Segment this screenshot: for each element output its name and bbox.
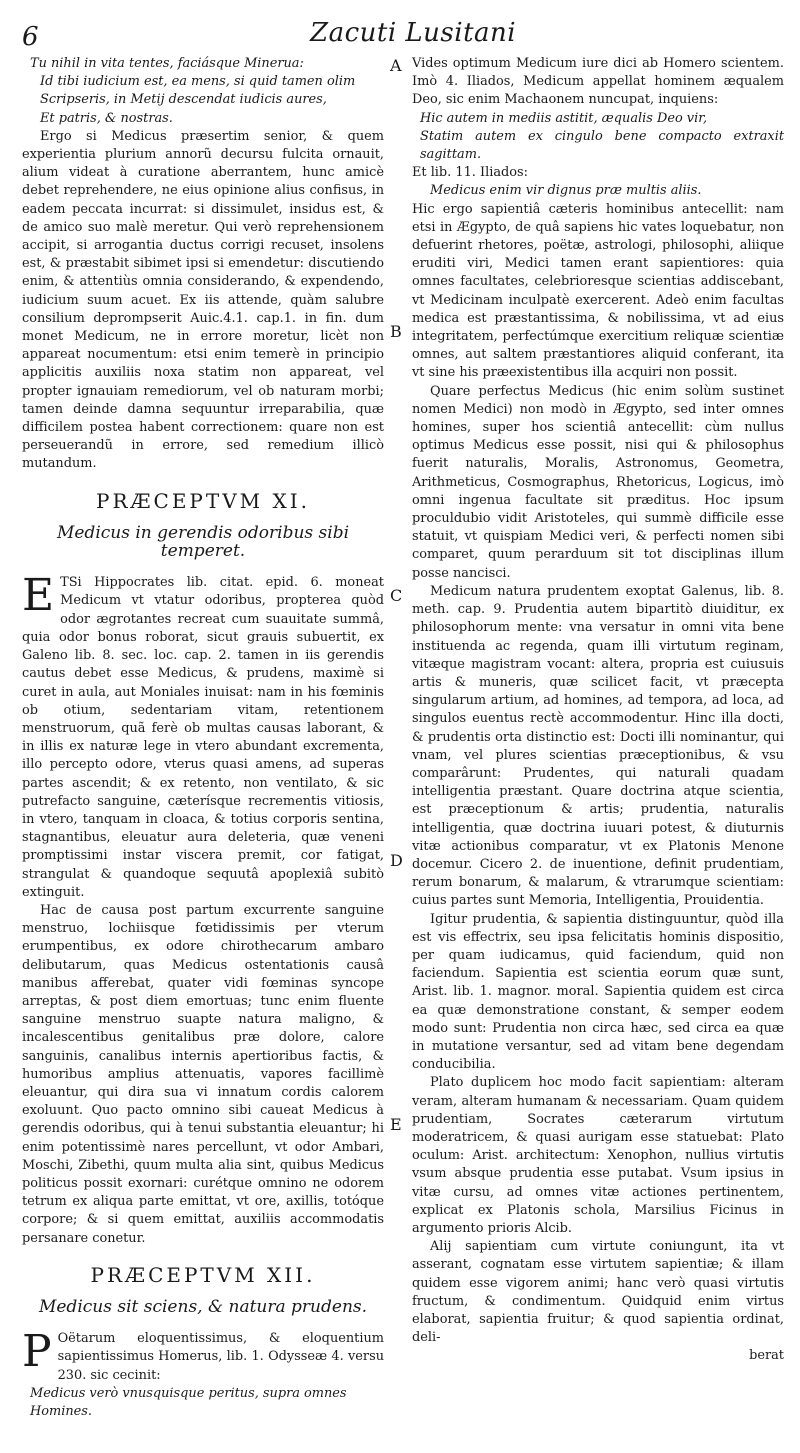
- paragraph: Quare perfectus Medicus (hic enim solùm sustinet nomen Medici) non modò in Ægypto, sed inter omnes homines, super hos scientiâ antecellit: cùm nullus optimus Medicus esse possit, nisi qui & philosophus fuerit naturalis, Moralis, Astronomus, Geometra, Arithmeticus, Cosmographus, Rhetoricus, Logicus, imò omni ingenua facultate sit præditus. Hoc ipsum proculdubio vidit Aristoteles, qui summè difficile esse statuit, vt quispiam Medici veri, & perfecti nomen sibi comparet, quum perarduum sit tot disciplinas illum posse nancisci.: [412, 383, 784, 581]
- verse-line: Medicus enim vir dignus præ multis aliis.: [430, 183, 702, 199]
- precept-subheading: Medicus sit sciens, & natura prudens.: [38, 1297, 368, 1317]
- verse-line: Medicus verò vnusquisque peritus, supra omnes: [30, 1385, 347, 1401]
- margin-letter-b: B: [390, 322, 402, 341]
- drop-cap: E: [22, 570, 55, 622]
- left-column: [22, 55, 384, 1421]
- right-column: [412, 55, 784, 1366]
- margin-letter-a: A: [390, 56, 402, 75]
- verse-line: Statim autem ex cingulo bene compacto extraxit sagittam.: [420, 128, 784, 163]
- paragraph: [22, 1326, 384, 1385]
- paragraph: Igitur prudentia, & sapientia distinguuntur, quòd illa est vis effectrix, seu ipsa felicitatis hominis dispositio, per quam iudicamus, quid faciendum, quid non faciendum. Sapientia est scientia eorum quæ sunt, Arist. lib. 1. magnor. moral. Sapientia quidem est circa ea quæ demonstratione constant, & semper eodem modo sunt: Prudentia non circa hæc, sed circa ea quæ in mutatione versantur, sed ad vitam bene degendam conducibilia.: [412, 911, 784, 1073]
- verse-line: Tu nihil in vita tentes, faciásque Minerua:: [30, 56, 304, 71]
- paragraph: Hic ergo sapientiâ cæteris hominibus antecellit: nam etsi in Ægypto, de quâ sapiens hic vates loquebatur, non defuerint rhetores, poëtæ, astrologi, philosophi, aliique eruditi viri, Medici tamen erant sapientiores: quia omnes facultates, celebrioresque scientias addiscebant, vt Medicinam inculpatè exercerent. Adeò enim facultas medica est præstantissima, & nobilissima, vt ad eius integritatem, perfectúmque exercitium reliquæ scientiæ omnes, aut saltem præstantiores aliquid conferant, ita vt sine his præexistentibus illa acquiri non possit.: [412, 201, 784, 381]
- paragraph-text: TSi Hippocrates lib. citat. epid. 6. moneat Medicum vt vtatur odoribus, propterea quòd odor ægrotantes recreat cum suauitate summâ, quia odor bonus roborat, sicut grauis subuertit, ex Galeno lib. 8. sec. loc. cap. 2. tamen in iis gerendis cautus debet esse Medicus, & prudens, maximè si curet in aula, aut Moniales inuisat: nam in his fœminis ob otium, sedentariam vitam, retentionem menstruorum, quã ferè ob multas causas laborant, & in illis ex naturæ lege in vtero abundant excrementa, illo percepto odore, vterus quasi amens, ad superas partes ascendit; & ex retento, non ventilato, & sic putrefacto sanguine, cæterísque recrementis vitiosis, in vtero, tanquam in cloaca, & totius corporis sentina, stagnantibus, eleuatur aura deleteria, quæ veneni promptissimi instar viscera premit, cor fatigat, strangulat & quandoque sequutâ apoplexiâ subitò extinguit.: [22, 575, 384, 900]
- paragraph: Plato duplicem hoc modo facit sapientiam: alteram veram, alteram humanam & necessariam. Quam quidem prudentiam, Socrates cæterarum virtutum moderatricem, & quasi aurigam esse statuebat: Plato oculum: Arist. architectum: Xenophon, nullius virtutis vsum absque prudentia esse putabat. Vsum ipsius in vitæ cursu, ad omnes vitæ actiones pertinentem, explicat ex Platonis schola, Marsilius Ficinus in argumento prioris Alcib.: [412, 1075, 784, 1236]
- verse-line: Et patris, & nostras.: [40, 110, 173, 126]
- paragraph: Alij sapientiam cum virtute coniungunt, ita vt asserant, cognatam esse virtutem sapientiæ; & illam quidem esse vigorem animi; hanc verò quasi virtutis fructum, & condimentum. Quidquid enim virtus elaborat, sapientia fruitur; & quod sapientia ordinat, deli-: [412, 1239, 784, 1346]
- margin-letter-d: D: [390, 851, 403, 870]
- verse-line: Id tibi iudicium est, ea mens, si quid tamen olim: [40, 74, 356, 90]
- margin-letter-c: C: [390, 586, 403, 605]
- precept-heading: PRÆCEPTVM XII.: [90, 1262, 316, 1287]
- page-number: 6: [22, 22, 39, 52]
- quoted-verse: [420, 110, 784, 165]
- precept-subheading: Medicus in gerendis odoribus sibi temperet.: [56, 522, 350, 562]
- opening-verse: [30, 55, 384, 128]
- paragraph-text: Oëtarum eloquentissimus, & eloquentium sapientissimus Homerus, lib. 1. Odysseæ 4. versu 230. sic cecinit:: [57, 1331, 384, 1383]
- verse-line: Hic autem in mediis astitit, æqualis Deo vir,: [420, 110, 708, 126]
- running-title: Zacuti Lusitani: [310, 18, 517, 48]
- closing-verse: [30, 1385, 384, 1421]
- catchword: berat: [749, 1348, 784, 1364]
- reference-line: Et lib. 11. Iliados:: [412, 165, 528, 181]
- margin-letter-e: E: [390, 1115, 402, 1134]
- paragraph: Hac de causa post partum excurrente sanguine menstruo, lochiisque fœtidissimis per vterum erumpentibus, ex odore chirothecarum ambaro delibutarum, quas Medicus ostentationis causâ manibus afferebat, quater vidi fœminas syncope arreptas, & post diem emortuas; tunc enim fluente sanguine menstruo suapte natura maligno, & incalescentibus genitalibus præ dolore, calore sanguinis, canalibus internis apertioribus factis, & humoribus amplius attenuatis, vapores facillimè eleuantur, qui dira sua vi innatum cordis calorem exoluunt. Quo pacto omnino sibi caueat Medicus à gerendis odoribus, qui à tenui substantia eleuantur; hi enim potentissimè nares percellunt, vt odor Ambari, Moschi, Zibethi, quum multa alia sint, quibus Medicus politicus possit exornari: curétque omnino ne odorem tetrum ex aliqua parte emittat, vt ore, axillis, totóque corpore; & si quem emittat, auxiliis accommodatis persanare conetur.: [22, 902, 384, 1246]
- precept-heading: PRÆCEPTVM XI.: [95, 488, 310, 513]
- verse-line: Scripseris, in Metij descendat iudicis aures,: [40, 92, 327, 108]
- drop-cap: P: [22, 1326, 52, 1378]
- verse-line: Homines.: [30, 1404, 92, 1420]
- paragraph: Ergo si Medicus præsertim senior, & quem experientia plurium annorũ decursu fulcita ornauit, alium videat à curatione aberrantem, hunc amicè debet reprehendere, ne eius opinione alius confisus, in eadem peccata incurrat: si dissimulet, insidus est, & de amico suo malè meretur. Qui verò reprehensionem accipit, si arrogantia ductus corrigi recuset, insolens est, & præstabit sibimet ipsi si emendetur: discutiendo enim, & attentiùs omnia considerando, & expendendo, iudicium suum acuet. Ex iis attende, quàm salubre consilium deprompserit Auic.4.1. cap.1. in fin. dum monet Medicum, ne in errore moretur, licèt non appareat nocumentum: etsi enim temerè in principio applicitis auxiliis noxa statim non appareat, vel propter ignauiam remediorum, vel ob naturam morbi; tamen deinde damna sequuntur irreparabilia, quæ difficilem postea habent correctionem: quare non est perseuerandũ in errore, sed remedium illicò mutandum.: [22, 128, 384, 472]
- quoted-verse: [420, 182, 784, 200]
- paragraph: Medicum natura prudentem exoptat Galenus, lib. 8. meth. cap. 9. Prudentia autem bipartitò diuiditur, ex philosophorum mente: vna versatur in omni vita bene instituenda ac regenda, quam illi virtutum reginam, vitæque magistram vocant: altera, propria est cuiusuis artis & muneris, quæ scilicet facit, vt præcepta singularum artium, ad homines, ad tempora, ad loca, ad singulos euentus rectè accommodentur. Hinc illa docti, & prudentis orta distinctio est: Docti illi nominantur, qui vnam, vel plures scientias præceptionibus, & vsu comparârunt: Prudentes, qui naturali quadam intelligentia præstant. Quare doctrina atque scientia, est præceptionum & artis; prudentia, naturalis intelligentia, quæ doctrina iuuari potest, & diuturnis vitæ actionibus comparatur, vt ex Platonis Menone docemur. Cicero 2. de inuentione, definit prudentiam, rerum bonarum, & malarum, & vtrarumque scientiam: cuius partes sunt Memoria, Intelligentia, Prouidentia.: [412, 583, 784, 909]
- paragraph: Vides optimum Medicum iure dici ab Homero scientem. Imò 4. Iliados, Medicum appellat hominem æqualem Deo, sic enim Machaonem nuncupat, inquiens:: [412, 56, 784, 108]
- paragraph: [22, 570, 384, 902]
